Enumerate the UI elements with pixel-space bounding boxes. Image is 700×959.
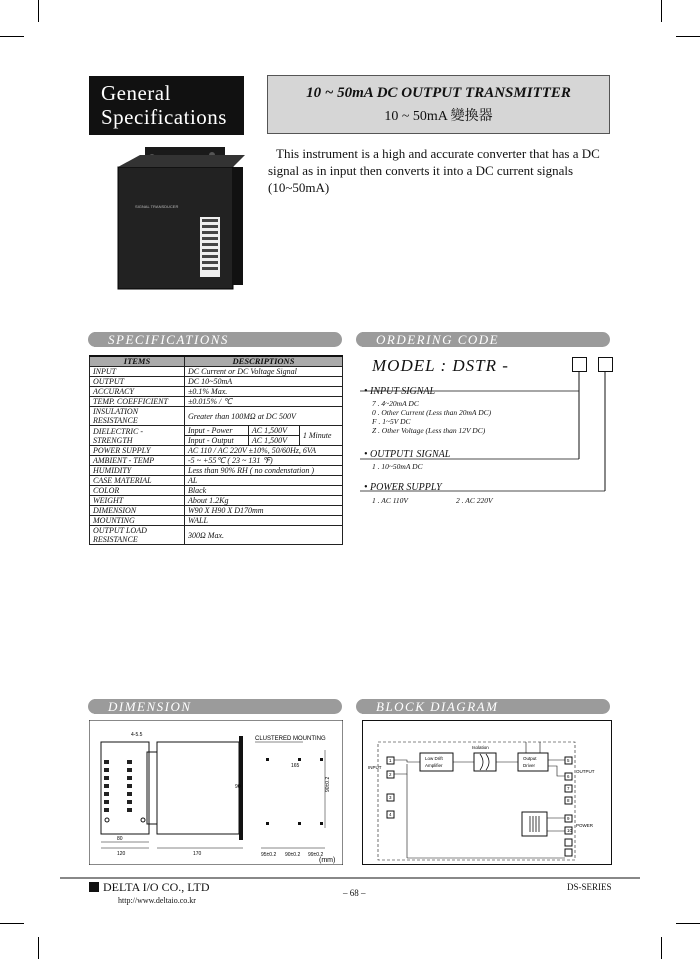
spec-table bbox=[89, 355, 343, 545]
spec-item: ACCURACY bbox=[90, 387, 185, 397]
spec-item: DIELECTRIC - STRENGTH bbox=[90, 426, 185, 446]
table-row bbox=[90, 506, 343, 516]
terminal-label: 10 bbox=[567, 828, 573, 833]
table-row bbox=[90, 496, 343, 506]
heading-line-2: Specifications bbox=[101, 105, 227, 129]
crop-mark bbox=[676, 923, 700, 924]
crop-mark bbox=[38, 937, 39, 959]
table-row bbox=[90, 466, 343, 476]
series-label: DS-SERIES bbox=[567, 882, 612, 892]
table-row bbox=[90, 486, 343, 496]
spec-item: OUTPUT LOAD RESISTANCE bbox=[90, 526, 185, 545]
dielectric-value: AC 1,500V bbox=[248, 436, 299, 446]
output-option: 1 . 10~50mA DC bbox=[372, 462, 423, 471]
table-row bbox=[90, 367, 343, 377]
crop-mark bbox=[661, 937, 662, 959]
power-option: 1 . AC 110V bbox=[372, 496, 408, 505]
input-option: 7 . 4~20mA DC bbox=[372, 399, 419, 408]
terminal-label: 4 bbox=[389, 812, 392, 817]
clustered-mounting-label: CLUSTERED MOUNTING bbox=[255, 736, 326, 742]
product-panel-text: SIGNAL TRANSDUCER bbox=[135, 204, 179, 209]
dielectric-label: Input - Power bbox=[185, 426, 249, 436]
table-row bbox=[90, 407, 343, 426]
product-title-box bbox=[267, 75, 610, 134]
specifications-banner: SPECIFICATIONS bbox=[94, 332, 342, 347]
input-option: 0 . Other Current (Less than 20mA DC) bbox=[372, 408, 492, 417]
model-code: MODEL : DSTR - bbox=[372, 356, 509, 375]
items-header: ITEMS bbox=[90, 356, 185, 367]
isolation-label: Isolation bbox=[472, 745, 489, 750]
heading-line-1: General bbox=[101, 81, 171, 105]
dim-label: 90±0.2 bbox=[285, 852, 301, 858]
input-option: Z . Other Voltage (Less than 12V DC) bbox=[372, 426, 486, 435]
table-row bbox=[90, 476, 343, 486]
crop-mark bbox=[676, 36, 700, 37]
driver-label: Driver bbox=[523, 763, 535, 768]
terminal-label: 5 bbox=[567, 758, 570, 763]
spec-item: POWER SUPPLY bbox=[90, 446, 185, 456]
crop-mark bbox=[38, 0, 39, 22]
spec-desc: -5 ~ +55℃ ( 23 ~ 131 ℉) bbox=[185, 456, 343, 466]
spec-item: INPUT bbox=[90, 367, 185, 377]
spec-desc: Greater than 100MΩ at DC 500V bbox=[185, 407, 343, 426]
spec-desc: ±0.015% / ℃ bbox=[185, 397, 343, 407]
block-diagram-banner: BLOCK DIAGRAM bbox=[362, 699, 610, 714]
dielectric-value: AC 1,500V bbox=[248, 426, 299, 436]
power-label: POWER bbox=[576, 823, 594, 828]
product-title-kr: 10 ~ 50mA 變換器 bbox=[384, 109, 493, 124]
terminal-label: 9 bbox=[567, 816, 570, 821]
spec-item: AMBIENT - TEMP bbox=[90, 456, 185, 466]
output-label: OUTPUT bbox=[576, 769, 595, 774]
power-supply-title: • POWER SUPPLY bbox=[364, 482, 442, 493]
dim-label: 120 bbox=[117, 851, 126, 857]
terminal-label: 6 bbox=[567, 774, 570, 779]
spec-header-row bbox=[90, 356, 343, 367]
spec-desc: 300Ω Max. bbox=[185, 526, 343, 545]
spec-item: DIMENSION bbox=[90, 506, 185, 516]
table-row bbox=[90, 526, 343, 545]
block-diagram bbox=[362, 720, 612, 865]
spec-desc: AC 110 / AC 220V ±10%, 50/60Hz, 6VA bbox=[185, 446, 343, 456]
spec-item: COLOR bbox=[90, 486, 185, 496]
dim-label: 90 bbox=[235, 784, 241, 790]
spec-desc: DC Current or DC Voltage Signal bbox=[185, 367, 343, 377]
terminal-label: 1 bbox=[389, 758, 392, 763]
dimension-banner: DIMENSION bbox=[94, 699, 342, 714]
dimension-drawing bbox=[89, 720, 343, 865]
terminal-label: 8 bbox=[567, 798, 570, 803]
intro-paragraph: This instrument is a high and accurate converter that has a DC signal as in input then converts it into a DC current signals (10~50mA) bbox=[268, 146, 600, 195]
crop-mark bbox=[661, 0, 662, 22]
product-title-en: 10 ~ 50mA DC OUTPUT TRANSMITTER bbox=[306, 85, 571, 101]
dielectric-duration: 1 Minute bbox=[299, 426, 342, 446]
terminal-label: 2 bbox=[389, 772, 392, 777]
crop-mark bbox=[0, 36, 24, 37]
table-row bbox=[90, 516, 343, 526]
table-row bbox=[90, 456, 343, 466]
spec-item: WEIGHT bbox=[90, 496, 185, 506]
page-number: – 68 – bbox=[343, 888, 366, 898]
company-logo-icon bbox=[89, 882, 99, 892]
spec-desc: W90 X H90 X D170mm bbox=[185, 506, 343, 516]
table-row bbox=[90, 446, 343, 456]
dielectric-label: Input - Output bbox=[185, 436, 249, 446]
input-label: INPUT bbox=[368, 765, 382, 770]
table-row bbox=[90, 426, 343, 436]
spec-item: TEMP. COEFFICIENT bbox=[90, 397, 185, 407]
dim-label: 80 bbox=[117, 836, 123, 842]
input-option: F . 1~5V DC bbox=[372, 417, 411, 426]
table-row bbox=[90, 387, 343, 397]
spec-desc: About 1.2Kg bbox=[185, 496, 343, 506]
product-photo bbox=[100, 145, 245, 290]
spec-item: OUTPUT bbox=[90, 377, 185, 387]
output-signal-title: • OUTPUT1 SIGNAL bbox=[364, 449, 451, 460]
company-name: DELTA I/O CO., LTD bbox=[103, 880, 210, 894]
company-url[interactable]: http://www.deltaio.co.kr bbox=[118, 896, 196, 905]
spec-item: INSULATION RESISTANCE bbox=[90, 407, 185, 426]
spec-desc: Less than 90% RH ( no condenstation ) bbox=[185, 466, 343, 476]
driver-label: Output bbox=[523, 756, 537, 761]
unit-label: (mm) bbox=[319, 857, 336, 864]
spec-item: MOUNTING bbox=[90, 516, 185, 526]
dim-label: 99±0.2 bbox=[308, 852, 324, 858]
amp-label: Low Drift bbox=[425, 756, 443, 761]
power-option: 2 . AC 220V bbox=[456, 496, 493, 505]
ordering-code-banner: ORDERING CODE bbox=[362, 332, 610, 347]
descriptions-header: DESCRIPTIONS bbox=[185, 356, 343, 367]
spec-desc: AL bbox=[185, 476, 343, 486]
dim-label: 90±0.2 bbox=[325, 776, 331, 792]
spec-item: CASE MATERIAL bbox=[90, 476, 185, 486]
crop-mark bbox=[0, 923, 24, 924]
spec-desc: WALL bbox=[185, 516, 343, 526]
table-row bbox=[90, 377, 343, 387]
dim-label: 170 bbox=[193, 851, 202, 857]
input-signal-title: • INPUT SIGNAL bbox=[364, 386, 436, 397]
terminal-label: 7 bbox=[567, 786, 570, 791]
spec-desc: Black bbox=[185, 486, 343, 496]
general-specifications-heading bbox=[89, 76, 244, 135]
table-row bbox=[90, 397, 343, 407]
amp-label: Amplifier bbox=[425, 763, 443, 768]
terminal-label: 3 bbox=[389, 795, 392, 800]
spec-desc: ±0.1% Max. bbox=[185, 387, 343, 397]
spec-desc: DC 10~50mA bbox=[185, 377, 343, 387]
dim-label: 95±0.2 bbox=[261, 852, 277, 858]
spec-item: HUMIDITY bbox=[90, 466, 185, 476]
dim-label: 165 bbox=[291, 763, 300, 769]
dim-label: 4-5.5 bbox=[131, 732, 143, 738]
